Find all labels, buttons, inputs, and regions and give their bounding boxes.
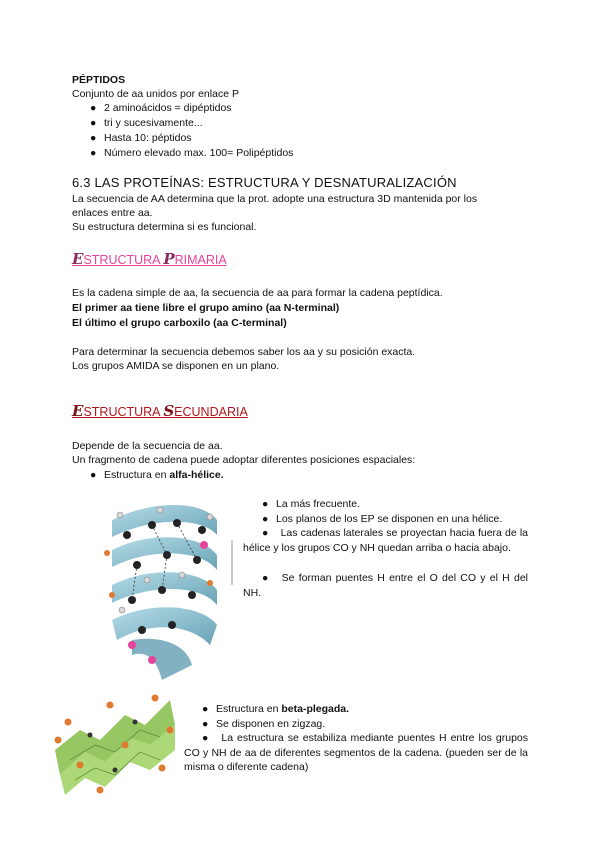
primaria-p1: Es la cadena simple de aa, la secuencia de aa para formar la cadena peptídica.: [72, 287, 443, 299]
section63-line3: Su estructura determina si es funcional.: [72, 221, 257, 233]
list-item-text: La más frecuente.: [276, 498, 361, 510]
list-item: [90, 116, 203, 130]
list-item-text: Hasta 10: péptidos: [104, 132, 192, 144]
beta-sheet-illustration: [50, 690, 180, 798]
list-item-text: tri y sucesivamente...: [104, 117, 203, 129]
list-item: [202, 717, 325, 731]
heading-estructura-secundaria: [72, 402, 248, 420]
section-heading-6-3: 6.3 LAS PROTEÍNAS: ESTRUCTURA Y DESNATURALIZACIÓN: [72, 175, 457, 190]
heading-word: STRUCTURA: [83, 405, 164, 419]
list-item-text: Se disponen en zigzag.: [216, 718, 326, 730]
list-item: [90, 146, 293, 160]
list-item-bold: beta-plegada.: [281, 703, 350, 715]
list-item-bold: alfa-hélice.: [169, 469, 224, 481]
list-item-text: Las cadenas laterales se proyectan hacia fuera de la hélice y los grupos CO y NH quedan arriba o hacia abajo.: [243, 527, 528, 554]
list-item: [262, 512, 502, 526]
bullet-icon: ●: [90, 102, 97, 114]
alpha-helix-illustration: [92, 495, 242, 685]
heading-word: ECUNDARIA: [174, 405, 248, 419]
list-item-text: Los planos de los EP se disponen en una hélice.: [276, 513, 503, 525]
bullet-icon: ●: [202, 732, 210, 744]
peptidos-intro: Conjunto de aa unidos por enlace P: [72, 88, 239, 100]
list-item-text: Estructura en: [104, 469, 170, 481]
bullet-icon: ●: [262, 513, 269, 525]
list-item: [243, 526, 528, 555]
list-item: [90, 131, 192, 145]
list-item: [202, 702, 349, 716]
list-item: [243, 571, 528, 600]
list-item-text: 2 aminoácidos = dipéptidos: [104, 102, 232, 114]
list-item-text: Número elevado max. 100= Polipéptidos: [104, 147, 294, 159]
peptidos-title: PÉPTIDOS: [72, 74, 126, 86]
heading-word: STRUCTURA: [83, 253, 164, 267]
heading-estructura-primaria: [72, 250, 227, 268]
bullet-icon: ●: [90, 147, 97, 159]
section63-line1: La secuencia de AA determina que la prot. adopte una estructura 3D mantenida por los: [72, 193, 478, 205]
list-item-text: Estructura en: [216, 703, 282, 715]
bullet-icon: ●: [262, 498, 269, 510]
heading-initial: P: [163, 250, 175, 268]
secundaria-p1: Depende de la secuencia de aa.: [72, 440, 223, 452]
heading-initial: E: [72, 402, 84, 420]
section63-line2: enlaces entre aa.: [72, 207, 153, 219]
primaria-p2: Para determinar la secuencia debemos saber los aa y su posición exacta.: [72, 346, 416, 358]
heading-word: RIMARIA: [174, 253, 227, 267]
heading-initial: S: [163, 402, 175, 420]
list-item-text: Se forman puentes H entre el O del CO y el H del NH.: [243, 572, 529, 599]
list-item-text: La estructura se estabiliza mediante puentes H entre los grupos CO y NH de aa de diferentes segmentos de la cadena. (pueden ser de la misma o diferente cadena): [184, 732, 528, 773]
bullet-icon: ●: [90, 469, 97, 481]
primaria-b2: El último el grupo carboxilo (aa C-terminal): [72, 317, 287, 329]
primaria-p3: Los grupos AMIDA se disponen en un plano.: [72, 360, 280, 372]
list-item: [90, 468, 224, 482]
list-item: [90, 101, 232, 115]
bullet-icon: ●: [90, 132, 97, 144]
bullet-icon: ●: [262, 527, 269, 539]
primaria-b1: El primer aa tiene libre el grupo amino (aa N-terminal): [72, 302, 340, 314]
bullet-icon: ●: [262, 572, 270, 584]
bullet-icon: ●: [90, 117, 97, 129]
heading-initial: E: [72, 250, 84, 268]
secundaria-p2: Un fragmento de cadena puede adoptar diferentes posiciones espaciales:: [72, 454, 416, 466]
list-item: [262, 497, 360, 511]
list-item: [184, 731, 528, 775]
bullet-icon: ●: [202, 718, 209, 730]
bullet-icon: ●: [202, 703, 209, 715]
